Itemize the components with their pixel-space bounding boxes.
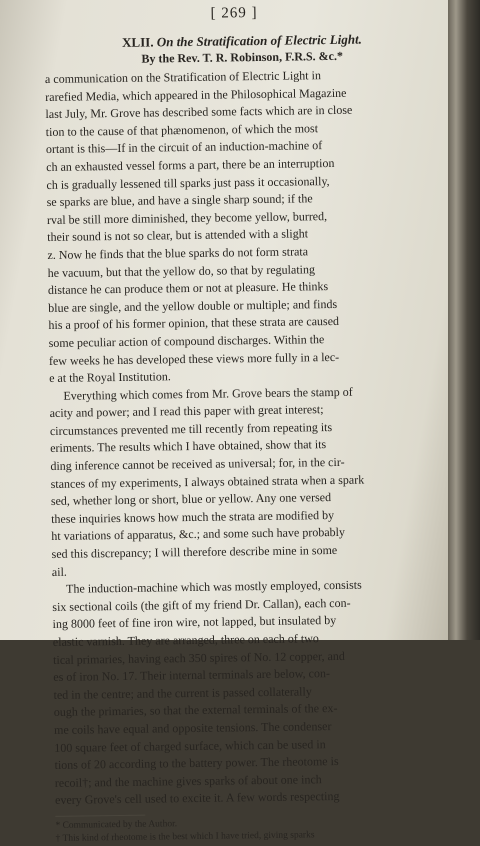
text-line: some peculiar action of compound discharges. Within the — [48, 332, 325, 350]
page-text — [44, 2, 451, 845]
text-line: his a proof of his former opinion, that these strata are caused — [48, 314, 340, 333]
book-spine — [448, 0, 480, 640]
text-line: six sectional coils (the gift of my friend Dr. Callan), each con- — [52, 595, 351, 614]
text-line: sed this discrepancy; I will therefore describe mine in some — [51, 542, 338, 561]
text-line: ing 8000 feet of fine iron wire, not lapped, but insulated by — [52, 613, 337, 632]
footnote: * Communicated by the Author. — [55, 819, 178, 831]
text-line: these inquiries knows how much the strata are modified by — [51, 507, 335, 526]
text-line: me coils have equal and opposite tensions. The condenser — [53, 719, 332, 737]
text-line: eriments. The results which I have obtained, show that its — [50, 437, 327, 456]
article-number: XLII. — [121, 34, 154, 50]
text-line: elastic varnish. They are arranged, three on each of two — [52, 631, 319, 649]
text-line: tical primaries, having each 350 spires of No. 12 copper, and — [52, 648, 345, 667]
text-line: ortant is this—If in the circuit of an induction-machine of — [45, 138, 323, 157]
text-line: acity and power; and I read this paper with great interest; — [49, 402, 324, 421]
text-line: ht variations of apparatus, &c.; and some such have probably — [51, 525, 346, 544]
text-line: tions of 20 according to the battery power. The rheotome is — [54, 754, 339, 773]
article-author: By the Rev. T. R. Robinson, F.R.S. &c.* — [141, 48, 344, 66]
text-line: blue are single, and the yellow double or multiple; and finds — [48, 296, 338, 315]
page-number: [ 269 ] — [210, 5, 258, 22]
text-line: a communication on the Stratification of Electric Light in — [44, 68, 321, 86]
text-line: stances of my experiments, I always obtained strata when a spark — [50, 472, 365, 491]
body-text — [45, 65, 450, 809]
text-line: The induction-machine which was mostly employed, consists — [66, 577, 362, 596]
text-line: ough the primaries, so that the external terminals of the ex- — [53, 701, 338, 720]
text-line: Everything which comes from Mr. Grove bears the stamp of — [63, 384, 353, 403]
text-line: few weeks he has developed these views more fully in a lec- — [48, 349, 340, 368]
text-line: es of iron No. 17. Their internal terminals are below, con- — [53, 666, 331, 685]
footnote: † This kind of rheotome is the best which I have tried, giving sparks — [55, 830, 315, 844]
article-title-text: On the Stratification of Electric Light. — [156, 31, 362, 50]
text-line: ail. — [51, 564, 67, 579]
text-line: he vacuum, but that the yellow do, so that by regulating — [47, 261, 316, 280]
text-line: their sound is not so clear, but is attended with a slight — [47, 226, 309, 245]
text-line: se sparks are blue, and have a single sharp sound; if the — [46, 191, 313, 210]
text-line: ch an exhausted vessel forms a part, there be an interruption — [46, 155, 335, 174]
text-line: rarefied Media, which appeared in the Philosophical Magazine — [45, 85, 347, 104]
footnote-rule — [55, 815, 145, 817]
text-line: 100 square feet of charged surface, which can be used in — [54, 736, 326, 755]
text-line: e at the Royal Institution. — [49, 369, 171, 386]
text-line: distance he can produce them or not at pleasure. He thinks — [47, 279, 329, 298]
text-line: sed, whether long or short, blue or yellow. Any one versed — [50, 490, 332, 509]
text-line: tion to the cause of that phænomenon, of which the most — [45, 120, 319, 139]
text-line: every Grove's cell used to excite it. A few words respecting — [54, 789, 340, 808]
text-line: ding inference cannot be received as universal; for, in the cir- — [50, 454, 345, 474]
text-line: rval be still more diminished, they become yellow, burred, — [46, 208, 328, 227]
text-line: z. Now he finds that the blue sparks do not form strata — [47, 244, 309, 262]
text-line: circumstances prevented me till recently from repeating its — [49, 419, 333, 438]
text-line: last July, Mr. Grove has described some facts which are in close — [45, 102, 353, 122]
text-line: ch is gradually lessened till sparks just pass it occasionally, — [46, 173, 330, 192]
text-line: ted in the centre; and the current is passed collaterally — [53, 684, 312, 702]
text-line: recoil†; and the machine gives sparks of about one inch — [54, 771, 322, 790]
